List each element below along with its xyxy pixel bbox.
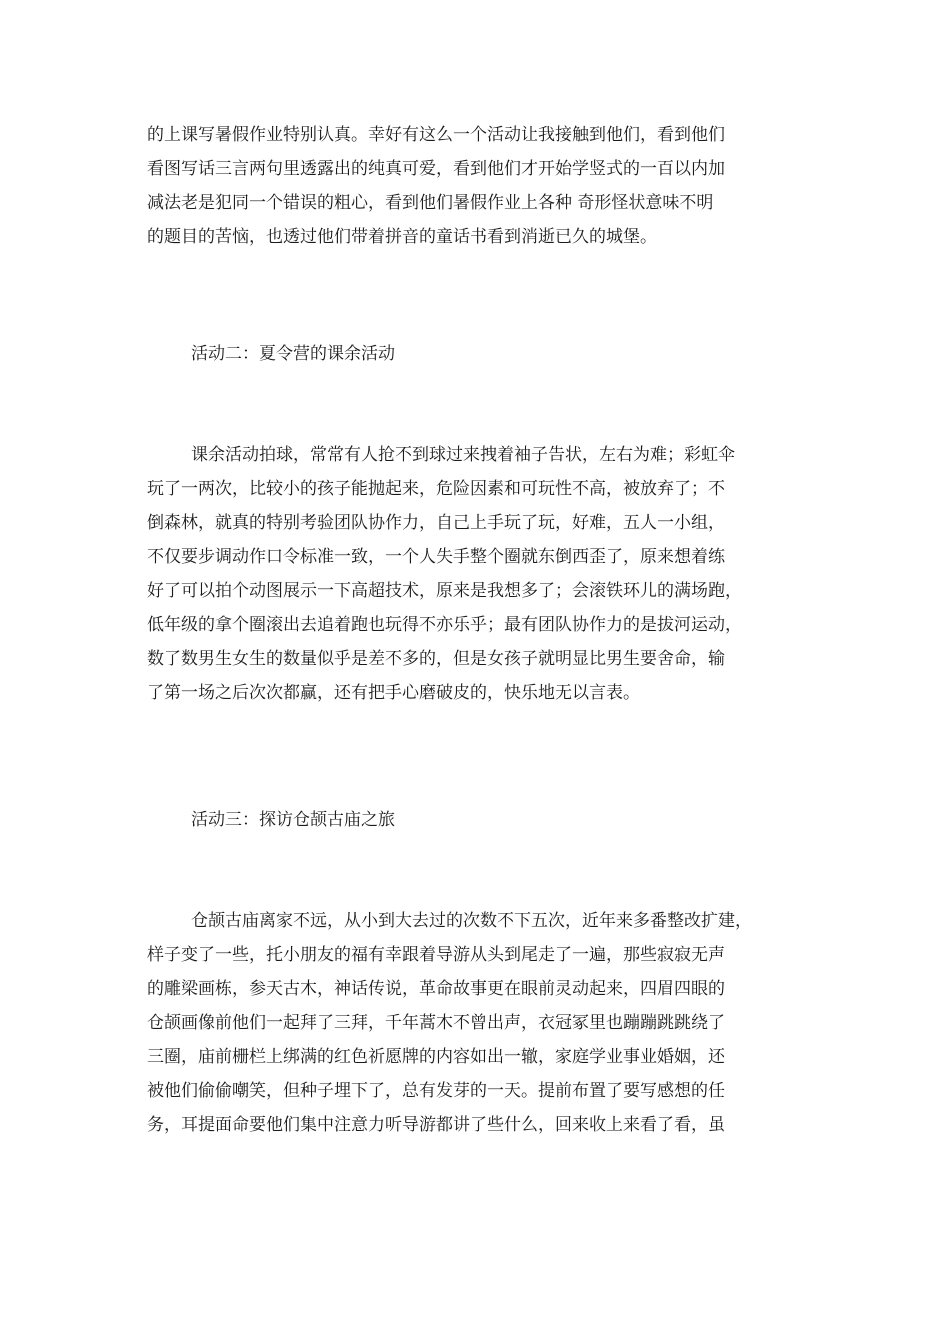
text-line: 了第一场之后次次都赢，还有把手心磨破皮的，快乐地无以言表。 <box>147 683 640 703</box>
text-line: 不仅要步调动作口令标准一致，一个人失手整个圈就东倒西歪了，原来想着练 <box>147 547 725 567</box>
section-heading-activity-3: 活动三：探访仓颉古庙之旅 <box>191 810 395 830</box>
section-heading-activity-2: 活动二：夏令营的课余活动 <box>191 344 395 364</box>
text-line: 务，耳提面命要他们集中注意力听导游都讲了些什么，回来收上来看了看，虽 <box>147 1115 725 1135</box>
text-line: 数了数男生女生的数量似乎是差不多的，但是女孩子就明显比男生要舍命，输 <box>147 649 725 669</box>
text-line: 的上课写暑假作业特别认真。幸好有这么一个活动让我接触到他们，看到他们 <box>147 125 725 145</box>
text-line: 的题目的苦恼，也透过他们带着拼音的童话书看到消逝已久的城堡。 <box>147 227 657 247</box>
text-line: 好了可以拍个动图展示一下高超技术，原来是我想多了；会滚铁环儿的满场跑， <box>147 581 742 601</box>
text-line: 看图写话三言两句里透露出的纯真可爱，看到他们才开始学竖式的一百以内加 <box>147 159 725 179</box>
text-line: 样子变了一些，托小朋友的福有幸跟着导游从头到尾走了一遍，那些寂寂无声 <box>147 945 725 965</box>
paragraph-continued <box>147 118 837 254</box>
text-line: 减法老是犯同一个错误的粗心，看到他们暑假作业上各种 奇形怪状意味不明 <box>147 193 714 213</box>
text-line: 倒森林，就真的特别考验团队协作力，自己上手玩了玩，好难，五人一小组， <box>147 513 725 533</box>
text-line: 仓颉画像前他们一起拜了三拜，千年蒿木不曾出声，衣冠冢里也蹦蹦跳跳绕了 <box>147 1013 725 1033</box>
text-line: 低年级的拿个圈滚出去追着跑也玩得不亦乐乎；最有团队协作力的是拔河运动， <box>147 615 742 635</box>
text-line: 仓颉古庙离家不远，从小到大去过的次数不下五次，近年来多番整改扩建， <box>191 911 752 931</box>
text-line: 课余活动拍球，常常有人抢不到球过来拽着袖子告状，左右为难；彩虹伞 <box>191 445 735 465</box>
text-line: 玩了一两次，比较小的孩子能抛起来，危险因素和可玩性不高，被放弃了；不 <box>147 479 725 499</box>
section-3-paragraph <box>147 904 837 1142</box>
text-line: 被他们偷偷嘲笑，但种子埋下了，总有发芽的一天。提前布置了要写感想的任 <box>147 1081 725 1101</box>
text-line: 三圈，庙前栅栏上绑满的红色祈愿牌的内容如出一辙，家庭学业事业婚姻，还 <box>147 1047 725 1067</box>
section-2-paragraph <box>147 438 837 710</box>
text-line: 的雕梁画栋，参天古木，神话传说，革命故事更在眼前灵动起来，四眉四眼的 <box>147 979 725 999</box>
